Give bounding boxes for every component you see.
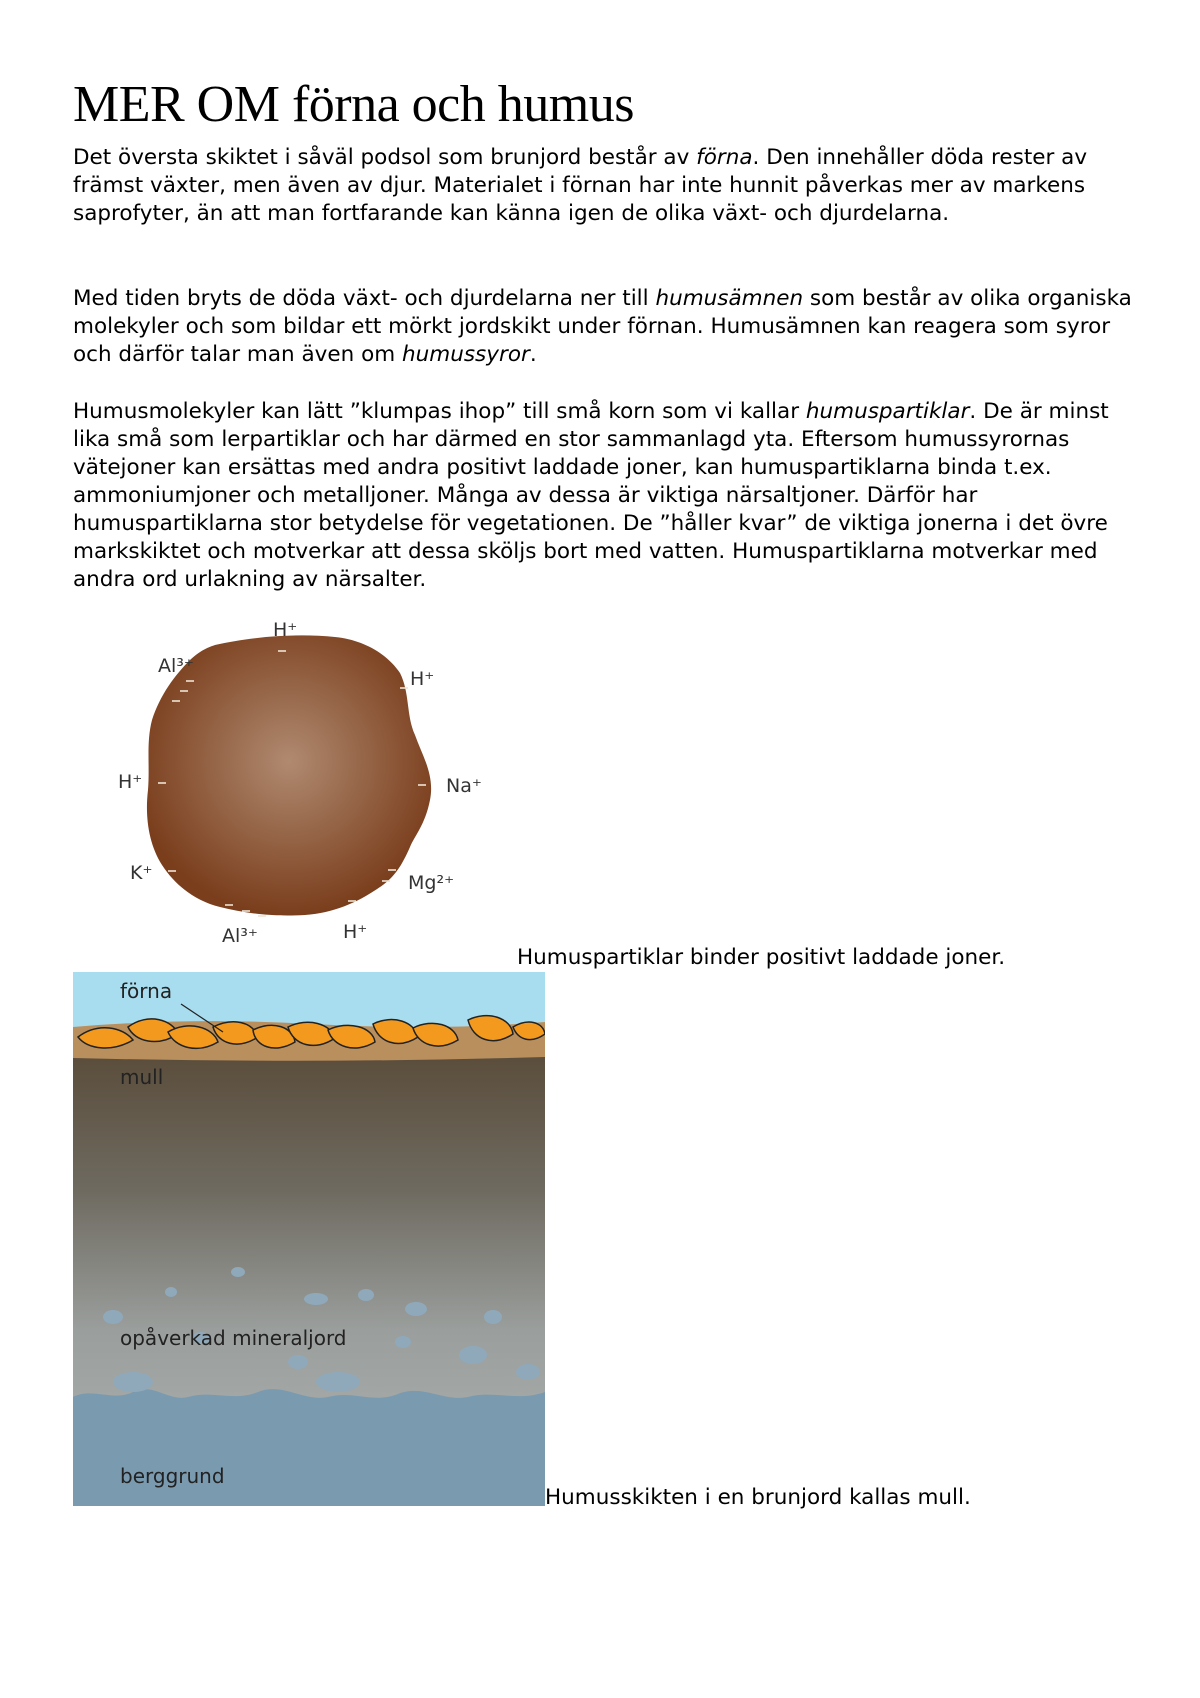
emphasized-term: humuspartiklar xyxy=(805,399,970,424)
label-bedrock: berggrund xyxy=(120,1464,225,1488)
ion-h-top: H⁺ xyxy=(273,619,298,641)
text-segment: Humusmolekyler kan lätt ”klumpas ihop” till små korn som vi kallar xyxy=(73,399,806,424)
ion-al-top: Al³⁺ xyxy=(158,655,194,677)
soil-profile-figure xyxy=(73,972,545,1506)
emphasized-term: humussyror xyxy=(402,342,530,367)
label-mull: mull xyxy=(120,1065,164,1089)
label-litter: förna xyxy=(120,979,173,1003)
ion-k-left: K⁺ xyxy=(130,862,153,884)
page-title: MER OM förna och humus xyxy=(73,76,634,133)
text-segment: Det översta skiktet i såväl podsol som brunjord består av xyxy=(73,145,697,170)
text-segment: Med tiden bryts de döda växt- och djurdelarna ner till xyxy=(73,286,656,311)
paragraph-humus-substances xyxy=(73,285,1143,369)
label-mineral-soil: opåverkad mineraljord xyxy=(120,1326,347,1350)
text-segment: . xyxy=(529,342,537,367)
text-segment: som består av olika organiska molekyler och som bildar ett mörkt jordskikt under förnan. Humusämnen kan reagera som syror och därför talar man även om xyxy=(73,286,1132,367)
paragraph-humus-particles xyxy=(73,398,1143,594)
ion-al-bottom: Al³⁺ xyxy=(222,925,258,947)
ion-h-right: H⁺ xyxy=(410,668,435,690)
paragraph-litter xyxy=(73,144,1143,228)
humus-particle-figure xyxy=(110,615,500,955)
emphasized-term: förna xyxy=(696,145,753,170)
figure1-caption: Humuspartiklar binder positivt laddade joner. xyxy=(517,945,1006,970)
figure2-caption: Humusskikten i en brunjord kallas mull. xyxy=(545,1485,971,1510)
ion-mg-right: Mg²⁺ xyxy=(408,872,455,894)
ion-h-bottom: H⁺ xyxy=(343,921,368,943)
text-segment: . De är minst lika små som lerpartiklar och har därmed en stor sammanlagd yta. Eftersom humussyrornas vätejoner kan ersättas med andra positivt laddade joner, kan humuspartiklarna binda t.ex. ammoniumjoner och metalljoner. Många av dessa är viktiga närsaltjoner. Därför har humuspartiklarna stor betydelse för vegetationen. De ”håller kvar” de viktiga jonerna i det övre markskiktet och motverkar att dessa sköljs bort med vatten. Humuspartiklarna motverkar med andra ord urlakning av närsalter. xyxy=(73,399,1109,592)
soil-profile-illustration xyxy=(73,972,545,1506)
bedrock-layer xyxy=(73,1389,545,1506)
ion-na-right: Na⁺ xyxy=(446,775,482,797)
humus-particle-illustration xyxy=(110,615,500,955)
emphasized-term: humusämnen xyxy=(655,286,804,311)
text-segment: . Den innehåller döda rester av främst växter, men även av djur. Materialet i förnan har inte hunnit påverkas mer av markens saprofyter, än att man fortfarande kan känna igen de olika växt- och djurdelarna. xyxy=(73,145,1088,226)
ion-h-left: H⁺ xyxy=(118,771,143,793)
humus-particle xyxy=(147,635,431,915)
